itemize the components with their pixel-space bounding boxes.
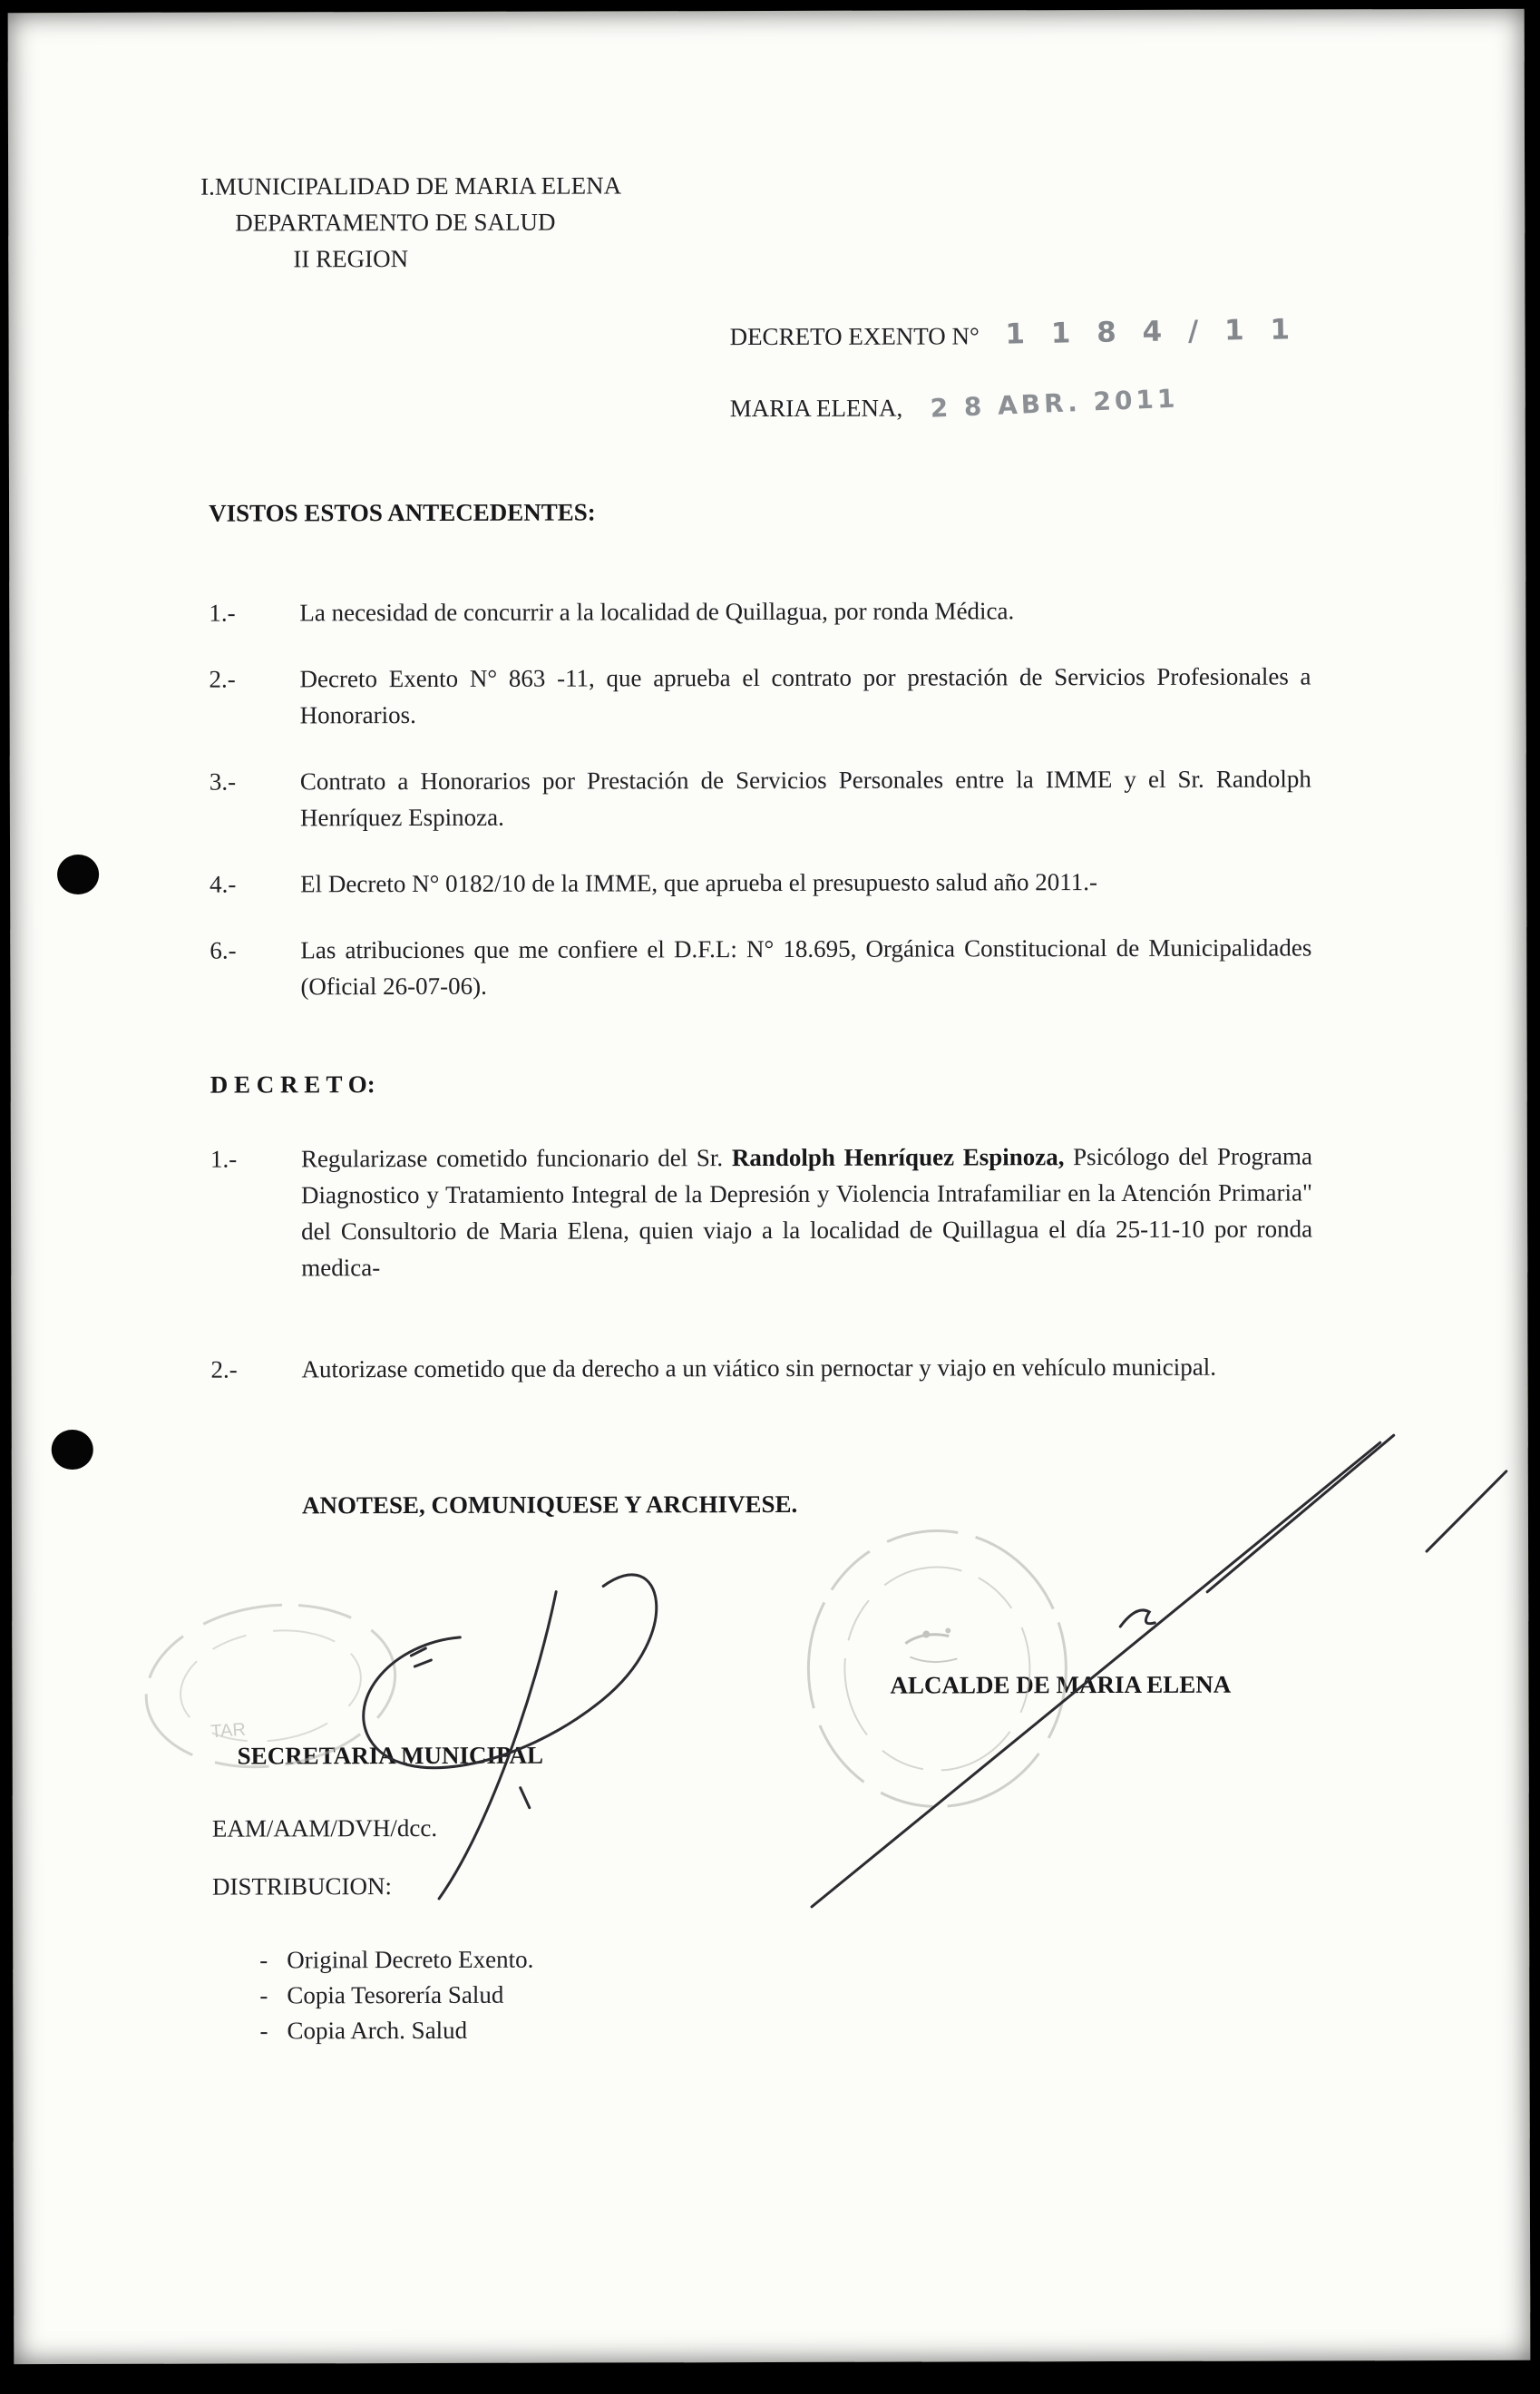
item-number: 3.- [209, 767, 237, 796]
alcalde-label: ALCALDE DE MARIA ELENA [890, 1670, 1232, 1699]
distribution-item-text: Original Decreto Exento. [287, 1945, 534, 1974]
distribution-list [259, 1942, 533, 2049]
item-number: 4.- [210, 870, 237, 898]
closing-formula: ANOTESE, COMUNIQUESE Y ARCHIVESE. [301, 1490, 798, 1519]
secretaria-label: SECRETARIA MUNICIPAL [237, 1741, 543, 1770]
dash: - [259, 2017, 268, 2045]
item-number: 6.- [210, 936, 237, 964]
letterhead-line-2: DEPARTAMENTO DE SALUD [235, 208, 556, 237]
distribution-item [259, 2013, 533, 2049]
distribution-item [259, 1942, 533, 1979]
decree-number-stamp: 1 1 8 4 / 1 1 [1005, 313, 1299, 351]
item-text: Decreto Exento N° 863 -11, que aprueba el contrato por prestación de Servicios Profesionales a Honorarios. [299, 662, 1311, 729]
item-number: 1.- [210, 1145, 238, 1173]
letterhead-line-1: I.MUNICIPALIDAD DE MARIA ELENA [200, 171, 622, 200]
hole-punch-mark [57, 855, 99, 894]
svg-text:TAR: TAR [210, 1719, 247, 1743]
dash: - [259, 1981, 268, 2009]
item-text: La necesidad de concurrir a la localidad de Quillagua, por ronda Médica. [299, 597, 1015, 627]
decree-city-label: MARIA ELENA, [729, 394, 903, 423]
item-number: 1.- [209, 599, 236, 627]
item-text [301, 1138, 1312, 1285]
vistos-item-6 [210, 929, 1311, 1004]
distribution-item [259, 1978, 533, 2014]
vistos-list [209, 591, 1311, 1034]
distribution-item-text: Copia Arch. Salud [287, 2016, 468, 2045]
item-number: 2.- [210, 1355, 238, 1383]
dash: - [259, 1946, 268, 1974]
vistos-item-4 [210, 863, 1311, 902]
decree-date-stamp: 2 8 ABR. 2011 [930, 383, 1180, 424]
distribution-title: DISTRIBUCION: [211, 1872, 393, 1901]
hole-punch-mark [52, 1430, 93, 1470]
decreto-item-1 [210, 1138, 1312, 1285]
vistos-item-3 [210, 760, 1311, 835]
vistos-title: VISTOS ESTOS ANTECEDENTES: [209, 498, 596, 527]
item-text: Autorizase cometido que da derecho a un viático sin pernoctar y viajo en vehículo municipal. [301, 1353, 1216, 1383]
decreto-list [210, 1138, 1313, 1417]
item-number: 2.- [209, 665, 236, 693]
decreto-item1-name-bold: Randolph Henríquez Espinoza, [731, 1143, 1065, 1172]
decree-number-line [729, 313, 1299, 355]
decreto-item1-after: Psicólogo del Programa Diagnostico y Tratamiento Integral de la Depresión y Violencia Intrafamiliar en la Atención Primaria" del Consultorio de Maria Elena, quien viajo a la localidad de Quillagua el día 25-11-10 por ronda medica- [300, 1142, 1313, 1282]
distribution-item-text: Copia Tesorería Salud [287, 1980, 504, 2009]
vistos-item-1 [209, 591, 1311, 630]
item-text: El Decreto N° 0182/10 de la IMME, que aprueba el presupuesto salud año 2011.- [300, 868, 1097, 898]
decreto-item1-before: Regularizase cometido funcionario del Sr. [300, 1144, 732, 1173]
document-page [8, 9, 1531, 2364]
letterhead-line-3: II REGION [293, 245, 409, 273]
letterhead [200, 167, 621, 277]
decreto-title: D E C R E T O: [210, 1070, 375, 1099]
item-text: Las atribuciones que me confiere el D.F.L: N° 18.695, Orgánica Constitucional de Municipalidades (Oficial 26-07-06). [300, 933, 1312, 1001]
decreto-item-2 [210, 1348, 1312, 1387]
initials-line: EAM/AAM/DVH/dcc. [211, 1813, 438, 1842]
decree-number-label: DECRETO EXENTO N° [729, 322, 980, 351]
decree-date-line [729, 383, 1180, 426]
item-text: Contrato a Honorarios por Prestación de Servicios Personales entre la IMME y el Sr. Randolph Henríquez Espinoza. [299, 765, 1311, 832]
vistos-item-2 [209, 658, 1311, 733]
